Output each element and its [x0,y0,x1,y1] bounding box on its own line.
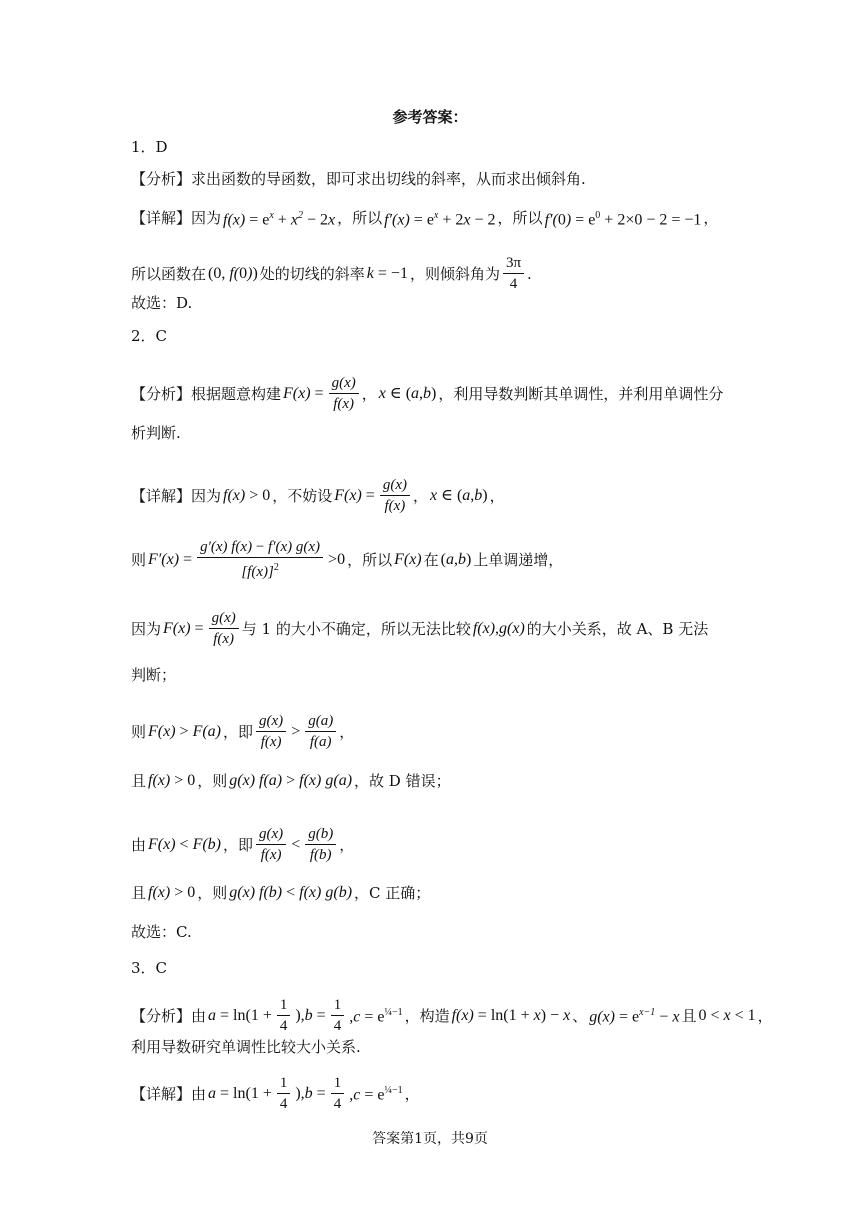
q3-detail: 【详解】由 a = ln(1 + $\frac{1}{4}$ ),b = $\frac{1}{4}$ $,c = e^{\frac{1}{4}-1}$ ， [131,1075,420,1112]
q1-number: 1．D [131,138,168,156]
q2-ineq2: 由 F(x) < F(b) ，即 $\frac{g(x)}{f(x)}$ < $\frac{g(b)}{f(b)}$ ， [131,826,355,863]
q2-analysis-cont: 析判断. [131,424,181,442]
q2-detail: 【详解】因为 f(x) > 0 ，不妨设 F(x) = $\frac{g(x)}{f(x)}$ ， x ∈ (a,b) ， [131,477,505,514]
q2-ineq1: 则 F(x) > F(a) ，即 $\frac{g(x)}{f(x)}$ > $\frac{g(a)}{f(a)}$ ， [131,713,355,750]
q1-choice: 故选：D. [131,294,193,312]
q1-detail-line1: 【详解】因为 $f(x) = e^x + x^2 - 2x$ ，所以 $f'(x) = e^x + 2x - 2$ ，所以 $f'(0) = e^0 + 2\times 0 - 2 = -1$ ， [131,209,719,229]
q2-and1: 且 f(x) > 0 ，则 g(x) f(a) > f(x) g(a) ，故 D 错误； [131,772,451,790]
q2-because-cont: 判断； [131,666,177,684]
q1-detail-line2: 所以函数在 (0, f(0)) 处的切线的斜率 k = −1 ，则倾斜角为 $\frac{3\pi}{4}$ . [131,255,532,292]
q2-choice: 故选：C. [131,923,192,941]
page-footer: 答案第1页，共9页 [372,1131,488,1147]
q1-analysis: 【分析】求出函数的导函数，即可求出切线的斜率，从而求出倾斜角. [131,170,586,188]
q2-number: 2．C [131,327,168,345]
page-title: 参考答案： [392,108,468,126]
q3-analysis-cont: 利用导数研究单调性比较大小关系. [131,1038,361,1056]
q2-derivative: 则 F′(x) = $\frac{g'(x) f(x) - f'(x) g(x)}{[f(x)]^2}$ >0 ，所以 F(x) 在 (a,b) 上单调递增， [131,539,564,580]
q3-analysis: 【分析】由 a = ln(1 + $\frac{1}{4}$ ),b = $\frac{1}{4}$ $,c = e^{\frac{1}{4}-1}$ ，构造 f(x) = ln(1 + x) − x 、 $g(x) = e^{x-1} - x$ 且 0 < x < 1 ， [131,997,773,1034]
q3-number: 3．C [131,959,168,977]
q2-because: 因为 F(x) = $\frac{g(x)}{f(x)}$ 与 1 的大小不确定，所以无法比较 f(x),g(x) 的大小关系，故 A、B 无法 [131,610,709,647]
q2-analysis: 【分析】根据题意构建 F(x) = $\frac{g(x)}{f(x)}$ ， x ∈ (a,b) ，利用导数判断其单调性，并利用单调性分 [131,375,724,412]
q2-and2: 且 f(x) > 0 ，则 g(x) f(b) < f(x) g(b) ，C 正确； [131,884,431,902]
